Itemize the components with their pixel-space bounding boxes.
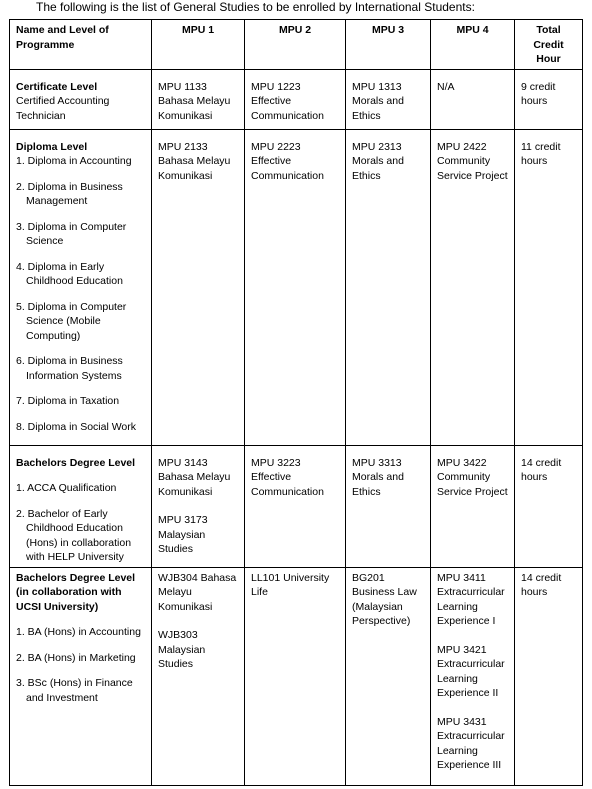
programme-item: 6. Diploma in Business Information Systems bbox=[16, 355, 123, 382]
level-label: Certificate Level bbox=[16, 80, 98, 93]
header-mpu4: MPU 4 bbox=[431, 20, 515, 70]
programme-item: 5. Diploma in Computer Science (Mobile Computing) bbox=[16, 300, 127, 342]
course-entry: MPU 2133 Bahasa Melayu Komunikasi bbox=[158, 140, 231, 182]
mpu1-cell bbox=[152, 129, 245, 445]
course-entry: MPU 3223 Effective Communication bbox=[251, 456, 324, 498]
programme-item: 2. BA (Hons) in Marketing bbox=[16, 651, 136, 664]
programme-item: 2. Bachelor of Early Childhood Education (Hons) in collaboration with HELP University bbox=[16, 507, 132, 563]
intro-text: The following is the list of General Studies to be enrolled by International Students: bbox=[36, 0, 475, 14]
programme-item: 4. Diploma in Early Childhood Education bbox=[16, 260, 123, 287]
course-entry: MPU 1313 Morals and Ethics bbox=[352, 80, 404, 122]
programme-cell bbox=[10, 567, 152, 785]
mpu2-cell bbox=[245, 445, 346, 567]
course-entry: MPU 1133 Bahasa Melayu Komunikasi bbox=[158, 80, 231, 122]
mpu2-cell bbox=[245, 567, 346, 785]
table-row bbox=[10, 69, 583, 129]
credit-value: 9 credit hours bbox=[521, 80, 556, 107]
general-studies-table bbox=[9, 19, 583, 786]
header-row bbox=[10, 20, 583, 70]
level-label: Bachelors Degree Level (in collaboration with UCSI University) bbox=[16, 571, 136, 613]
credit-value: 11 credit hours bbox=[521, 140, 561, 167]
programme-item: 8. Diploma in Social Work bbox=[16, 420, 137, 433]
table-row bbox=[10, 567, 583, 785]
programme-cell bbox=[10, 129, 152, 445]
mpu3-cell bbox=[346, 129, 431, 445]
course-entry: MPU 2223 Effective Communication bbox=[251, 140, 324, 182]
mpu1-cell bbox=[152, 69, 245, 129]
mpu4-cell bbox=[431, 129, 515, 445]
course-entry: MPU 3173 Malaysian Studies bbox=[158, 514, 208, 555]
mpu4-cell bbox=[431, 445, 515, 567]
course-entry: N/A bbox=[437, 80, 455, 93]
mpu3-cell bbox=[346, 445, 431, 567]
course-entry: MPU 2313 Morals and Ethics bbox=[352, 140, 404, 182]
course-entry: LL101 University Life bbox=[251, 571, 330, 598]
programme-item: Certified Accounting Technician bbox=[16, 95, 110, 122]
mpu1-cell bbox=[152, 567, 245, 785]
credit-cell bbox=[515, 445, 583, 567]
mpu3-cell bbox=[346, 69, 431, 129]
programme-item: 7. Diploma in Taxation bbox=[16, 395, 120, 407]
credit-cell bbox=[515, 69, 583, 129]
level-label: Diploma Level bbox=[16, 140, 88, 153]
mpu4-cell bbox=[431, 69, 515, 129]
programme-item: 1. ACCA Qualification bbox=[16, 482, 117, 494]
course-entry: MPU 3422 Community Service Project bbox=[437, 456, 508, 498]
header-mpu3: MPU 3 bbox=[346, 20, 431, 70]
course-entry: MPU 3411 Extracurricular Learning Experience I bbox=[437, 571, 505, 627]
mpu1-cell bbox=[152, 445, 245, 567]
course-entry: MPU 2422 Community Service Project bbox=[437, 140, 508, 182]
table-row bbox=[10, 445, 583, 567]
course-entry: WJB304 Bahasa Melayu Komunikasi bbox=[158, 571, 237, 613]
header-mpu1: MPU 1 bbox=[152, 20, 245, 70]
header-mpu2: MPU 2 bbox=[245, 20, 346, 70]
course-entry: BG201 Business Law (Malaysian Perspective) bbox=[352, 571, 417, 627]
header-name: Name and Level of Programme bbox=[10, 20, 152, 70]
programme-item: 2. Diploma in Business Management bbox=[16, 180, 123, 207]
credit-value: 14 credit hours bbox=[521, 571, 562, 598]
programme-item: 1. Diploma in Accounting bbox=[16, 155, 132, 167]
programme-item: 3. BSc (Hons) in Finance and Investment bbox=[16, 677, 133, 704]
mpu4-cell bbox=[431, 567, 515, 785]
credit-cell bbox=[515, 129, 583, 445]
table-row bbox=[10, 129, 583, 445]
course-entry: MPU 3431 Extracurricular Learning Experience III bbox=[437, 715, 505, 771]
programme-item: 1. BA (Hons) in Accounting bbox=[16, 626, 141, 638]
programme-cell bbox=[10, 69, 152, 129]
programme-cell bbox=[10, 445, 152, 567]
credit-value: 14 credit hours bbox=[521, 456, 562, 483]
course-entry: MPU 3421 Extracurricular Learning Experience II bbox=[437, 643, 505, 699]
credit-cell bbox=[515, 567, 583, 785]
programme-item: 3. Diploma in Computer Science bbox=[16, 220, 127, 247]
mpu3-cell bbox=[346, 567, 431, 785]
header-credit: Total Credit Hour bbox=[515, 20, 583, 70]
mpu2-cell bbox=[245, 129, 346, 445]
course-entry: MPU 1223 Effective Communication bbox=[251, 80, 324, 122]
course-entry: MPU 3143 Bahasa Melayu Komunikasi bbox=[158, 456, 231, 498]
course-entry: MPU 3313 Morals and Ethics bbox=[352, 456, 404, 498]
course-entry: WJB303 Malaysian Studies bbox=[158, 629, 206, 670]
level-label: Bachelors Degree Level bbox=[16, 456, 136, 469]
mpu2-cell bbox=[245, 69, 346, 129]
